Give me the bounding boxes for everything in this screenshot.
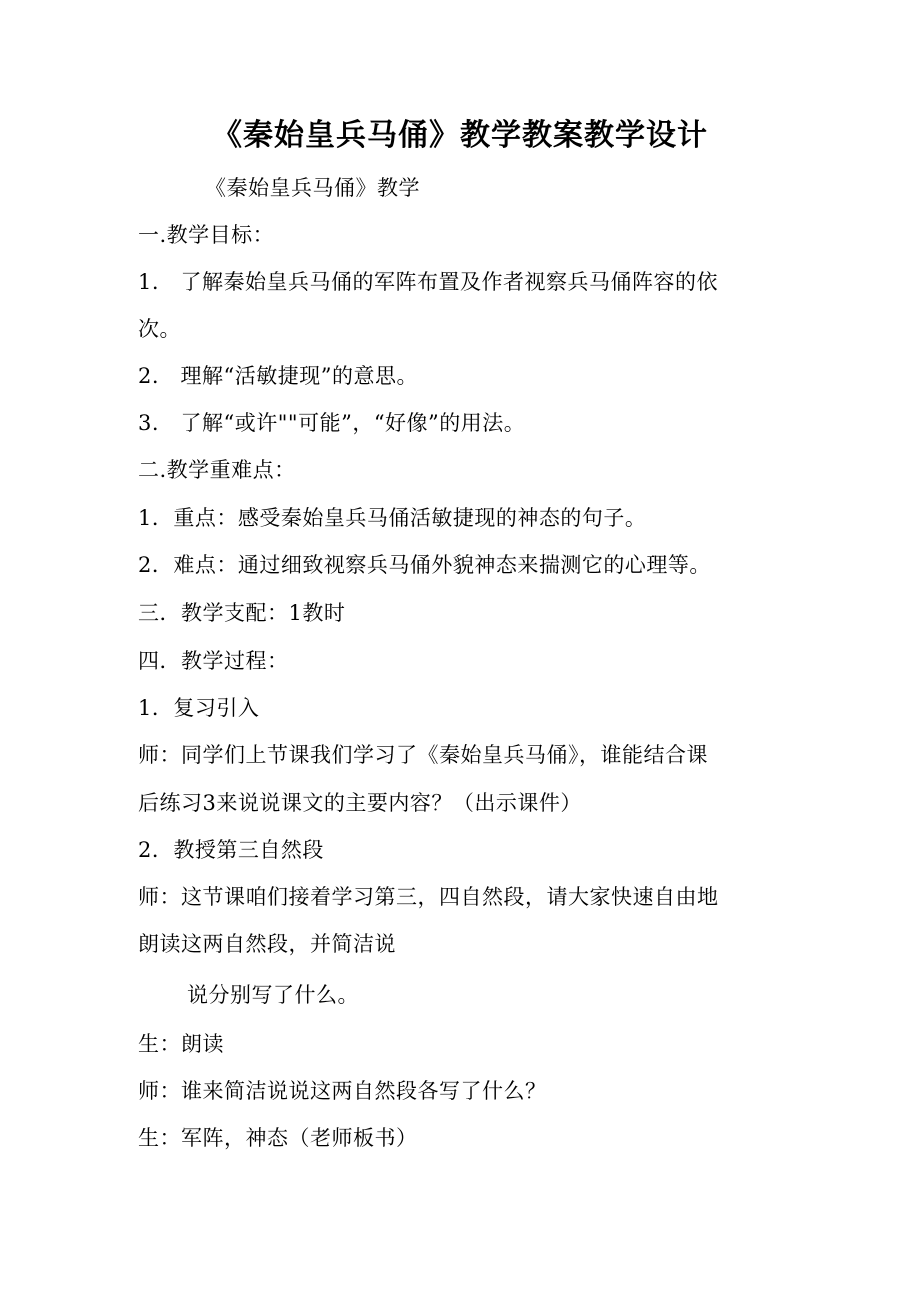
key-point-item: 1．重点：感受秦始皇兵马俑活敏捷现的神态的句子。: [138, 506, 647, 530]
process-step-2: 2．教授第三自然段: [138, 838, 324, 862]
paragraph-line: 生：朗读: [138, 1032, 224, 1056]
document-subtitle: 《秦始皇兵马俑》教学: [205, 176, 420, 200]
paragraph-line: 后练习3来说说课文的主要内容？（出示课件）: [138, 791, 582, 815]
paragraph-line-indented: 说分别写了什么。: [187, 983, 359, 1007]
objective-item-1: 1. 了解秦始皇兵马俑的军阵布置及作者视察兵马俑阵容的依: [138, 270, 719, 294]
paragraph-line: 师：同学们上节课我们学习了《秦始皇兵马俑》，谁能结合课: [138, 743, 708, 767]
section-heading-schedule: 三．教学支配：1教时: [138, 601, 346, 625]
paragraph-line: 生：军阵，神态（老师板书）: [138, 1126, 418, 1150]
section-heading-process: 四．教学过程：: [138, 649, 289, 673]
section-heading-objectives: 一.教学目标：: [138, 223, 275, 247]
paragraph-line: 师：谁来简洁说说这两自然段各写了什么？: [138, 1079, 547, 1103]
paragraph-line: 师：这节课咱们接着学习第三，四自然段，请大家快速自由地: [138, 885, 719, 909]
document-title: 《秦始皇兵马俑》教学教案教学设计: [212, 118, 708, 153]
process-step-1: 1．复习引入: [138, 696, 260, 720]
difficulty-item: 2．难点：通过细致视察兵马俑外貌神态来揣测它的心理等。: [138, 553, 711, 577]
objective-item-3: 3. 了解“或许""可能”，“好像”的用法。: [138, 411, 526, 435]
paragraph-line: 朗读这两自然段，并简洁说: [138, 932, 396, 956]
section-heading-key-points: 二.教学重难点：: [138, 458, 296, 482]
objective-item-1-continued: 次。: [138, 317, 181, 341]
objective-item-2: 2. 理解“活敏捷现”的意思。: [138, 364, 419, 388]
